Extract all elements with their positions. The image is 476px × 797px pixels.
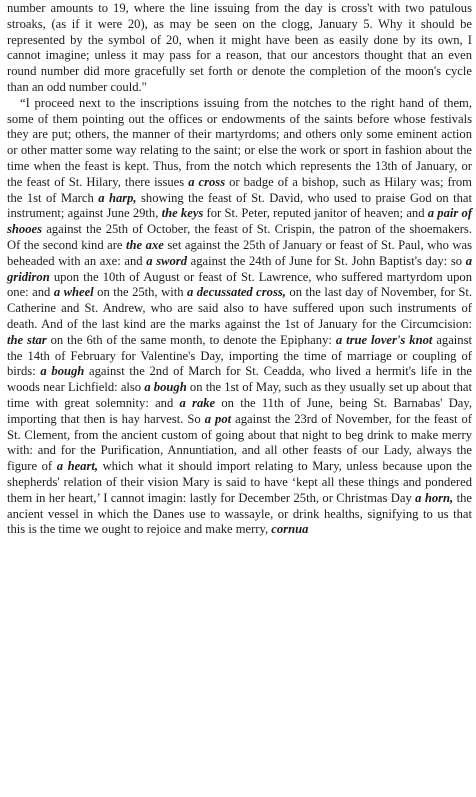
italic-phrase: a pot: [204, 411, 232, 426]
italic-phrase: a cross: [188, 174, 226, 189]
text-run: against the 2nd of March for St. Ceadda, who lived a hermit's life in the woods near Lichfield: also: [7, 364, 472, 395]
text-run: against the 25th of October, the feast of St. Crispin, the patron of the shoemakers. Of the second kind are: [7, 222, 472, 252]
text-run: on the 11th of June, being St. Barnabas' Day, importing that then is hay harvest. So: [7, 395, 473, 426]
italic-phrase: a pair of shooes: [7, 206, 473, 237]
text-run: showing the feast of St. David, who used to praise God on that instrument; against June 29th,: [7, 190, 472, 221]
italic-phrase: a sword: [146, 253, 187, 268]
italic-phrase: a bough: [40, 364, 85, 379]
text-run: “I proceed next to the inscriptions issuing from the notches to the right hand of them, some of them pointing out the offices or endowments of the saints before whose festivals they are put; others, the manner of their martyrdoms; and others only some eminent action or other matter some way relating to the saint; or else the work or sport in fashion about the time when the feast is kept. Thus, from the notch which represents the 13th of January, or the feast of St. Hilary, there issues: [7, 95, 472, 189]
italic-phrase: cornua: [271, 522, 309, 537]
italic-phrase: a gridiron: [7, 253, 472, 284]
text-run: on the 6th of the same month, to denote the Epiphany:: [46, 332, 336, 347]
italic-phrase: the star: [7, 332, 47, 347]
italic-phrase: the keys: [161, 206, 204, 221]
italic-phrase: a wheel: [53, 285, 94, 300]
text-run: which what it should import relating to Mary, unless because upon the shepherds' relation of their vision Mary is said to have ‘kept all these things and pondered them in her heart,’ I cannot imagin: lastly for December 25th, or Christmas Day: [7, 459, 473, 505]
text-run: upon the 10th of August or feast of St. Lawrence, who suffered martyrdom upon one: and: [7, 269, 472, 300]
paragraph-2: [7, 96, 472, 538]
paragraph-1: [7, 1, 472, 96]
text-run: on the last day of November, for St. Catherine and St. Andrew, who are said also to have suffered upon such instruments of death. And of the last kind are the marks against the 1st of January for the Circumcision:: [7, 285, 472, 331]
text-run: number amounts to 19, where the line issuing from the day is cross't with two patulous stroaks, (as if it were 20), as may be seen on the clogg, January 5. Why it should be represented by the symbol of 20, when it might have been as easily done by its own, I cannot imagine; unless it may pass for a reason, that our ancestors thought that an even round number did more gracefully set forth or denote the completion of the moon's cycle than an odd number could.": [7, 1, 472, 94]
text-run: against the 23rd of November, for the feast of St. Clement, from the ancient custom of going about that night to beg drink to make merry with: and for the Purification, Annuntiation, and all other feasts of our Lady, always the figure of: [7, 411, 472, 474]
italic-phrase: a horn,: [415, 490, 454, 505]
text-run: on the 25th, with: [93, 285, 187, 300]
text-run: set against the 25th of January or feast of St. Paul, who was beheaded with an axe: and: [7, 237, 472, 268]
italic-phrase: a decussated cross,: [186, 285, 286, 300]
text-run: on the 1st of May, such as they usually set up about that time with great solemnity: and: [7, 380, 472, 410]
italic-phrase: a true lover's knot: [335, 332, 433, 347]
text-run: for St. Peter, reputed janitor of heaven; and: [203, 206, 428, 221]
italic-phrase: the axe: [126, 237, 164, 252]
text-run: against the 14th of February for Valentine's Day, importing the time of marriage or coupling of birds:: [7, 332, 473, 379]
text-run: against the 24th of June for St. John Baptist's day: so: [187, 253, 466, 268]
text-run: the ancient vessel in which the Danes use to wassayle, or drink healths, signifying to us that this is the time we ought to rejoice and make merry,: [7, 490, 472, 537]
italic-phrase: a rake: [179, 395, 216, 410]
italic-phrase: a harp,: [98, 190, 137, 205]
text-run: or badge of a bishop, such as Hilary was; from the 1st of March: [7, 174, 472, 205]
italic-phrase: a heart,: [56, 459, 99, 474]
italic-phrase: a bough: [144, 380, 187, 395]
